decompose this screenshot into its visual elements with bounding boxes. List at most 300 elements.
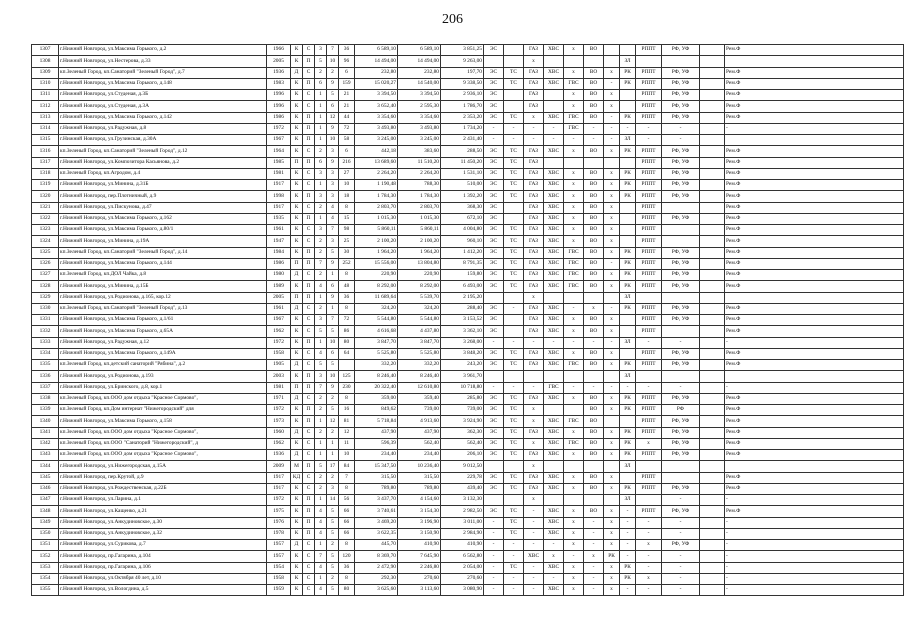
- table-cell: 10: [339, 180, 355, 191]
- table-cell: 960,10: [441, 236, 484, 247]
- table-cell: Рем.Ф: [725, 270, 904, 281]
- table-cell: 10: [327, 337, 339, 348]
- table-cell: ТС: [504, 191, 524, 202]
- table-cell: 9 012,50: [441, 461, 484, 472]
- table-row: [32, 326, 904, 337]
- table-cell: -: [524, 517, 544, 528]
- table-cell: 10: [327, 135, 339, 146]
- table-cell: 1338: [32, 393, 59, 404]
- table-cell: 1996: [267, 101, 291, 112]
- table-cell: П: [303, 281, 315, 292]
- table-cell: ТС: [504, 483, 524, 494]
- table-row: [32, 56, 904, 67]
- table-cell: ТС: [504, 258, 524, 269]
- table-cell: -: [662, 135, 700, 146]
- table-cell: [725, 292, 904, 303]
- table-cell: 9: [327, 123, 339, 134]
- table-cell: 7: [315, 258, 327, 269]
- page-number: 206: [442, 12, 463, 27]
- table-cell: 1: [315, 438, 327, 449]
- table-cell: 5 860,11: [355, 225, 398, 236]
- table-cell: Рем.Ф: [725, 146, 904, 157]
- table-cell: 8: [339, 303, 355, 314]
- table-cell: 368,30: [441, 202, 484, 213]
- table-cell: 3: [327, 146, 339, 157]
- table-cell: [700, 191, 725, 202]
- table-cell: 1981: [267, 382, 291, 393]
- table-cell: РППТ: [636, 450, 662, 461]
- table-cell: ЭС: [484, 315, 504, 326]
- table-cell: г.Нижний Новгород, ул.Максима Горького, д.2: [59, 45, 267, 56]
- table-cell: 562,40: [398, 438, 441, 449]
- table-cell: РК: [620, 168, 636, 179]
- table-row: [32, 540, 904, 551]
- table-cell: [620, 326, 636, 337]
- table-cell: РК: [620, 67, 636, 78]
- table-cell: х: [564, 236, 584, 247]
- table-cell: -: [620, 506, 636, 517]
- table-cell: х: [604, 517, 620, 528]
- table-cell: г.Нижний Новгород, ул.Пискунова, д.47: [59, 202, 267, 213]
- table-row: [32, 517, 904, 528]
- table-cell: кп.Зеленый Город, кп.Санаторий "Зеленый Город", д.13: [59, 303, 267, 314]
- table-cell: х: [564, 393, 584, 404]
- table-cell: -: [725, 585, 904, 596]
- table-cell: [700, 472, 725, 483]
- table-cell: 15: [339, 213, 355, 224]
- table-cell: 8: [339, 202, 355, 213]
- table-cell: К: [291, 348, 303, 359]
- table-cell: 8 246,40: [398, 371, 441, 382]
- table-cell: 3 851,25: [441, 45, 484, 56]
- table-cell: 1976: [267, 517, 291, 528]
- table-cell: 1344: [32, 461, 59, 472]
- table-cell: х: [604, 90, 620, 101]
- table-cell: С: [303, 315, 315, 326]
- table-cell: 1972: [267, 337, 291, 348]
- table-cell: РППТ: [636, 168, 662, 179]
- table-cell: [504, 292, 524, 303]
- table-cell: П: [291, 258, 303, 269]
- table-cell: 3 652,40: [355, 101, 398, 112]
- table-cell: 30: [339, 247, 355, 258]
- table-cell: РК: [620, 483, 636, 494]
- table-cell: 10: [327, 56, 339, 67]
- table-cell: -: [484, 382, 504, 393]
- table-cell: ВО: [584, 315, 604, 326]
- table-cell: ТС: [504, 427, 524, 438]
- table-cell: -: [584, 123, 604, 134]
- table-cell: РФ, УФ: [662, 78, 700, 89]
- table-cell: х: [604, 506, 620, 517]
- table-cell: [504, 90, 524, 101]
- table-cell: 6 493,00: [441, 281, 484, 292]
- table-cell: кп.Зеленый Город, кп.ООО дом отдыха "Красное Сормово",: [59, 427, 267, 438]
- table-cell: РППТ: [636, 225, 662, 236]
- table-cell: х: [564, 213, 584, 224]
- table-cell: 232,80: [398, 67, 441, 78]
- table-cell: ВО: [584, 180, 604, 191]
- table-cell: ТС: [504, 348, 524, 359]
- table-row: [32, 371, 904, 382]
- table-cell: К: [291, 517, 303, 528]
- table-cell: 6: [327, 101, 339, 112]
- table-cell: [604, 56, 620, 67]
- table-cell: [504, 213, 524, 224]
- table-cell: х: [564, 517, 584, 528]
- table-cell: ГВС: [564, 438, 584, 449]
- table-cell: РК: [620, 438, 636, 449]
- table-cell: [564, 461, 584, 472]
- table-cell: РФ, УФ: [662, 281, 700, 292]
- table-row: [32, 461, 904, 472]
- table-row: [32, 90, 904, 101]
- table-cell: х: [604, 450, 620, 461]
- table-cell: С: [303, 472, 315, 483]
- table-cell: 3 740,61: [355, 506, 398, 517]
- table-cell: К: [291, 483, 303, 494]
- table-cell: ЭС: [484, 258, 504, 269]
- table-cell: К: [291, 56, 303, 67]
- table-cell: 14 494,00: [398, 56, 441, 67]
- table-cell: 8 292,00: [355, 281, 398, 292]
- table-cell: [700, 551, 725, 562]
- table-row: [32, 78, 904, 89]
- table-cell: С: [303, 360, 315, 371]
- table-cell: 288,40: [441, 303, 484, 314]
- table-cell: ХВС: [544, 528, 564, 539]
- table-cell: ЭС: [484, 225, 504, 236]
- table-cell: РППТ: [636, 405, 662, 416]
- table-cell: 220,90: [355, 270, 398, 281]
- table-cell: 1328: [32, 281, 59, 292]
- table-row: [32, 528, 904, 539]
- table-cell: 1335: [32, 360, 59, 371]
- table-cell: [636, 56, 662, 67]
- table-cell: С: [303, 146, 315, 157]
- table-cell: 2: [315, 472, 327, 483]
- table-cell: Рем.Ф: [725, 202, 904, 213]
- table-cell: РК: [620, 393, 636, 404]
- table-cell: ЭС: [484, 191, 504, 202]
- table-cell: 206,10: [441, 450, 484, 461]
- table-cell: [700, 360, 725, 371]
- table-cell: Рем.Ф: [725, 101, 904, 112]
- table-row: [32, 146, 904, 157]
- table-cell: [584, 461, 604, 472]
- table-cell: ВО: [584, 101, 604, 112]
- table-cell: С: [303, 225, 315, 236]
- table-cell: К: [291, 247, 303, 258]
- table-row: [32, 337, 904, 348]
- table-cell: г.Нижний Новгород, ул.Студеная, д.3А: [59, 101, 267, 112]
- table-cell: ГВС: [564, 416, 584, 427]
- table-cell: 3: [327, 180, 339, 191]
- table-cell: ЭС: [484, 438, 504, 449]
- table-cell: -: [504, 303, 524, 314]
- table-cell: г.Нижний Новгород, ул.Максима Горького, д.158: [59, 416, 267, 427]
- table-cell: Рем.Ф: [725, 247, 904, 258]
- table-cell: г.Нижний Новгород, ул.Бринского, д.8, кор.1: [59, 382, 267, 393]
- table-cell: 12: [327, 416, 339, 427]
- table-cell: [564, 292, 584, 303]
- table-cell: [504, 45, 524, 56]
- table-cell: х: [564, 67, 584, 78]
- table-cell: С: [303, 180, 315, 191]
- table-cell: ГАЗ: [524, 101, 544, 112]
- table-cell: Рем.Ф: [725, 405, 904, 416]
- table-cell: 3: [315, 191, 327, 202]
- table-cell: х: [564, 348, 584, 359]
- table-cell: Рем.Ф: [725, 281, 904, 292]
- table-cell: ГАЗ: [524, 360, 544, 371]
- table-cell: 98: [339, 225, 355, 236]
- table-cell: Рем.Ф: [725, 78, 904, 89]
- table-cell: 1972: [267, 123, 291, 134]
- table-cell: РФ, УФ: [662, 270, 700, 281]
- table-cell: ХВС: [544, 360, 564, 371]
- table-cell: 4: [315, 562, 327, 573]
- table-cell: ХВС: [524, 551, 544, 562]
- table-cell: С: [303, 67, 315, 78]
- table-cell: 445,70: [355, 540, 398, 551]
- table-cell: 1 015,30: [398, 213, 441, 224]
- table-cell: 849,62: [355, 405, 398, 416]
- table-cell: 1319: [32, 180, 59, 191]
- table-cell: 1310: [32, 78, 59, 89]
- table-cell: ЭС: [484, 450, 504, 461]
- table-cell: ЭС: [484, 112, 504, 123]
- table-cell: 1972: [267, 405, 291, 416]
- table-cell: 1: [315, 450, 327, 461]
- table-cell: 3 622,35: [355, 528, 398, 539]
- table-cell: 596,39: [355, 438, 398, 449]
- table-cell: П: [291, 382, 303, 393]
- table-cell: 5 860,11: [398, 225, 441, 236]
- table-cell: х: [564, 202, 584, 213]
- table-cell: 2 803,70: [355, 202, 398, 213]
- table-cell: 1 784,30: [398, 191, 441, 202]
- table-cell: [662, 371, 700, 382]
- table-cell: К: [291, 416, 303, 427]
- table-cell: х: [564, 573, 584, 584]
- table-cell: [700, 112, 725, 123]
- table-cell: РФ, УФ: [662, 416, 700, 427]
- table-cell: 739,00: [441, 405, 484, 416]
- table-row: [32, 101, 904, 112]
- table-row: [32, 191, 904, 202]
- table-cell: 410,90: [398, 540, 441, 551]
- table-cell: 159,80: [441, 270, 484, 281]
- table-cell: 10: [327, 371, 339, 382]
- table-cell: 292,30: [355, 573, 398, 584]
- table-cell: 56: [339, 495, 355, 506]
- table-cell: 5: [327, 326, 339, 337]
- table-cell: С: [303, 427, 315, 438]
- table-cell: [604, 45, 620, 56]
- table-cell: [604, 416, 620, 427]
- table-row: [32, 281, 904, 292]
- table-cell: РК: [620, 303, 636, 314]
- table-cell: [700, 157, 725, 168]
- table-cell: -: [636, 135, 662, 146]
- table-cell: ГАЗ: [524, 45, 544, 56]
- table-cell: ВО: [584, 270, 604, 281]
- table-cell: -: [504, 337, 524, 348]
- table-cell: С: [303, 438, 315, 449]
- table-cell: 2 264,20: [398, 168, 441, 179]
- table-cell: [700, 528, 725, 539]
- table-cell: ВО: [584, 78, 604, 89]
- table-cell: ЭС: [484, 506, 504, 517]
- table-cell: К: [291, 405, 303, 416]
- table-cell: -: [484, 517, 504, 528]
- table-cell: 66: [339, 506, 355, 517]
- table-cell: г.Нижний Новгород, ул.Минина, д.15Б: [59, 281, 267, 292]
- table-cell: ГВС: [544, 382, 564, 393]
- table-cell: ЭС: [484, 270, 504, 281]
- table-cell: г.Нижний Новгород, пр.Гагарина, д.106: [59, 562, 267, 573]
- table-cell: П: [303, 416, 315, 427]
- table-cell: К: [291, 371, 303, 382]
- table-cell: -: [524, 337, 544, 348]
- table-cell: [700, 461, 725, 472]
- table-cell: 1336: [32, 371, 59, 382]
- table-cell: -: [564, 551, 584, 562]
- table-cell: х: [604, 236, 620, 247]
- table-cell: ЭС: [484, 405, 504, 416]
- table-cell: [620, 213, 636, 224]
- table-cell: РФ, УФ: [662, 67, 700, 78]
- table-cell: [700, 382, 725, 393]
- table-cell: -: [620, 123, 636, 134]
- table-cell: кп.Зеленый Город, кп.Санаторий "Зеленый Город", д.12: [59, 146, 267, 157]
- table-cell: 1323: [32, 225, 59, 236]
- table-cell: 1329: [32, 292, 59, 303]
- table-cell: -: [564, 382, 584, 393]
- table-cell: [604, 292, 620, 303]
- table-cell: 9: [327, 258, 339, 269]
- table-cell: ТС: [504, 78, 524, 89]
- table-cell: [700, 416, 725, 427]
- table-cell: -: [484, 573, 504, 584]
- table-cell: 2 353,20: [441, 112, 484, 123]
- table-cell: -: [584, 540, 604, 551]
- table-cell: х: [604, 348, 620, 359]
- table-cell: -: [524, 135, 544, 146]
- table-cell: ВО: [584, 427, 604, 438]
- table-cell: ЭС: [484, 146, 504, 157]
- table-cell: Рем.Ф: [725, 168, 904, 179]
- table-cell: [544, 495, 564, 506]
- table-cell: 4: [315, 348, 327, 359]
- table-cell: 1334: [32, 348, 59, 359]
- table-cell: 1351: [32, 540, 59, 551]
- table-cell: РФ, УФ: [662, 427, 700, 438]
- table-cell: 1: [315, 292, 327, 303]
- table-cell: [662, 292, 700, 303]
- table-cell: 230: [339, 382, 355, 393]
- table-cell: 5: [327, 517, 339, 528]
- table-cell: ГАЗ: [524, 225, 544, 236]
- table-cell: 5 544,80: [398, 315, 441, 326]
- table-cell: 8 292,00: [398, 281, 441, 292]
- table-cell: ГВС: [564, 270, 584, 281]
- table-cell: К: [291, 191, 303, 202]
- table-cell: [700, 202, 725, 213]
- table-cell: кп.Зеленый Город, кп.ООО дом отдыха "Красное Сормово",: [59, 450, 267, 461]
- table-row: [32, 348, 904, 359]
- table-cell: г.Нижний Новгород, ул.Рождественская, д.22Б: [59, 483, 267, 494]
- table-cell: [700, 45, 725, 56]
- table-cell: ХВС: [544, 191, 564, 202]
- table-cell: 2: [315, 483, 327, 494]
- table-cell: Рем.Ф: [725, 506, 904, 517]
- table-cell: ХВС: [544, 213, 564, 224]
- table-cell: 1: [315, 573, 327, 584]
- table-cell: 234,40: [355, 450, 398, 461]
- table-cell: 359,00: [355, 393, 398, 404]
- table-cell: -: [504, 135, 524, 146]
- table-cell: [700, 123, 725, 134]
- table-cell: 5 525,80: [355, 348, 398, 359]
- table-cell: -: [620, 540, 636, 551]
- table-row: [32, 483, 904, 494]
- table-cell: ЭС: [484, 472, 504, 483]
- table-cell: г.Нижний Новгород, ул.Нижегородская, д.15А: [59, 461, 267, 472]
- table-cell: ЗЛ: [620, 56, 636, 67]
- table-cell: РФ, УФ: [662, 393, 700, 404]
- table-cell: 1307: [32, 45, 59, 56]
- table-cell: [544, 461, 564, 472]
- table-cell: П: [303, 157, 315, 168]
- table-cell: РППТ: [636, 213, 662, 224]
- table-cell: [584, 157, 604, 168]
- table-cell: 2: [315, 236, 327, 247]
- table-cell: [700, 236, 725, 247]
- table-cell: С: [303, 101, 315, 112]
- table-cell: ГВС: [564, 112, 584, 123]
- table-cell: РК: [620, 191, 636, 202]
- table-cell: К: [291, 551, 303, 562]
- table-cell: х: [564, 506, 584, 517]
- table-cell: 15 556,00: [355, 258, 398, 269]
- table-cell: П: [303, 123, 315, 134]
- table-cell: 3 961,70: [441, 371, 484, 382]
- table-cell: 1961: [267, 303, 291, 314]
- table-cell: 72: [339, 315, 355, 326]
- table-cell: РК: [620, 427, 636, 438]
- table-cell: Рем.Ф: [725, 191, 904, 202]
- table-cell: 1 531,10: [441, 168, 484, 179]
- table-cell: 4: [315, 585, 327, 596]
- table-cell: 1: [315, 101, 327, 112]
- table-cell: х: [604, 270, 620, 281]
- table-cell: х: [564, 90, 584, 101]
- table-cell: Д: [291, 540, 303, 551]
- table-cell: [484, 56, 504, 67]
- table-cell: 3 132,30: [441, 495, 484, 506]
- table-cell: КД: [291, 472, 303, 483]
- table-cell: РППТ: [636, 180, 662, 191]
- table-cell: -: [620, 517, 636, 528]
- table-cell: К: [291, 202, 303, 213]
- table-cell: 1962: [267, 438, 291, 449]
- table-cell: 8 246,40: [355, 371, 398, 382]
- table-cell: РФ, УФ: [662, 168, 700, 179]
- table-cell: 1984: [267, 247, 291, 258]
- table-cell: К: [291, 585, 303, 596]
